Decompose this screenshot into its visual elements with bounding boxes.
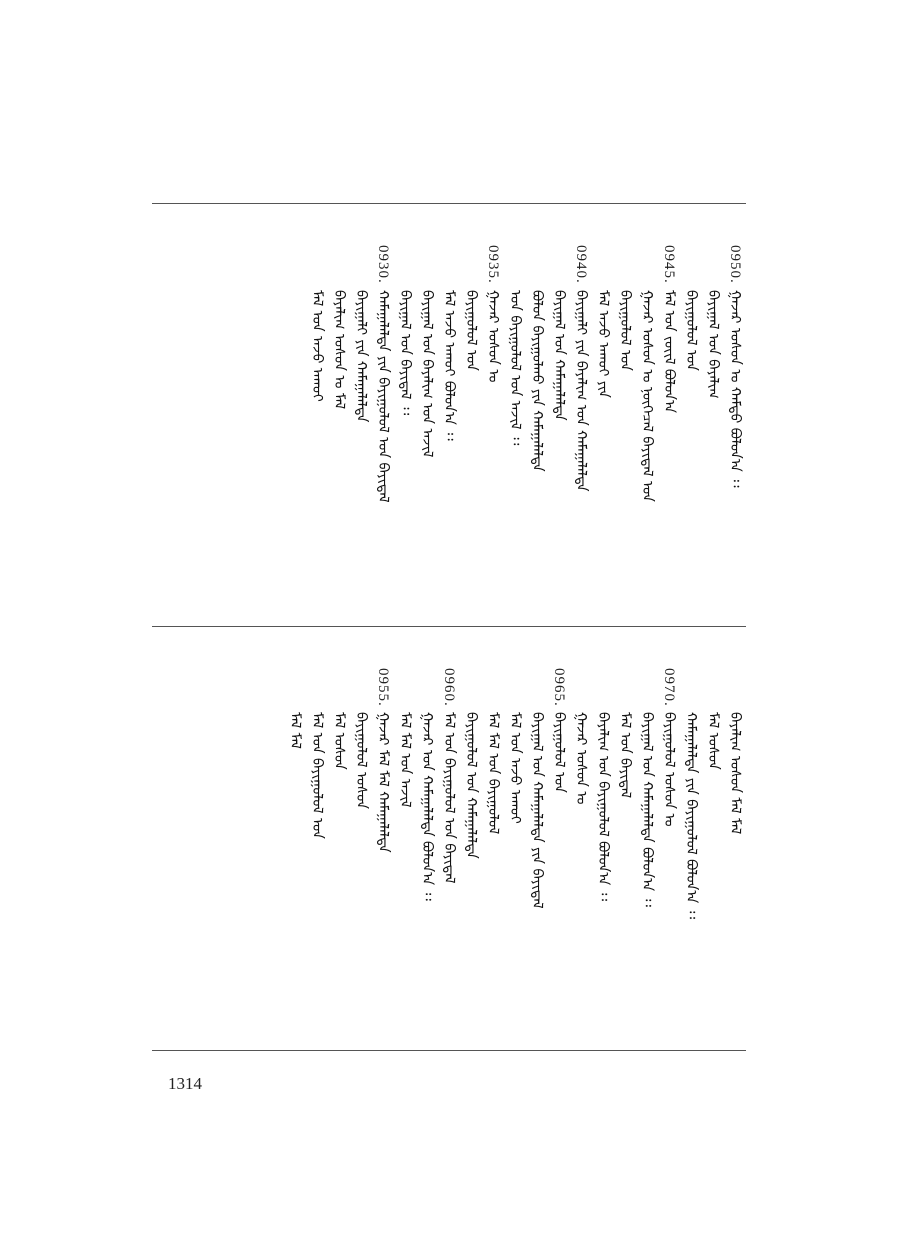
script-line: ᠮᠠᠯ ᠤᠨ ᠪᠠᠶᠢᠳᠠᠯ [617,712,633,799]
script-line: ᠭᠠᠵᠠᠷ ᠮᠠᠯ ᠮᠠᠯ ᠬᠠᠮᠠᠭᠠᠯᠠᠯᠲᠠ [375,712,391,853]
script-line: ᠪᠠᠶᠢᠭᠤᠯᠤᠯ ᠤᠰᠤᠨ ᠤ [661,712,677,827]
script-line: ᠮᠠᠯ ᠤᠨ ᠪᠠᠶᠢᠭᠤᠯᠤᠯ ᠤᠨ ᠪᠠᠶᠢᠳᠠᠯ [441,712,457,884]
script-line: ᠪᠠᠶᠢᠭᠠᠯᠢ ᠶᠢᠨ ᠪᠠᠶᠠᠯᠢᠭ ᠤᠨ ᠬᠠᠮᠠᠭᠠᠯᠠᠯᠲᠠ [573,290,589,492]
script-line: ᠮᠠᠯ ᠮᠠᠯ ᠤᠨ ᠪᠠᠶᠢᠭᠤᠯᠤᠯ [485,712,501,835]
script-line: ᠭᠠᠵᠠᠷ ᠤᠰᠤᠨ ᠤ ᠬᠠᠮᠲᠤ ᠪᠣᠯᠤᠨ᠎ᠠ ᠄᠄ [727,290,743,488]
script-line: ᠮᠠᠯ ᠤᠨ ᠵᠦᠢᠯ ᠪᠣᠯᠤᠨ᠎ᠠ [661,290,677,413]
script-line: ᠪᠠᠶᠢᠭᠠᠯ ᠤᠨ ᠪᠠᠶᠠᠯᠢᠭ [705,290,721,399]
script-line: ᠮᠠᠯ ᠤᠰᠤᠨ [331,712,347,770]
script-line: ᠪᠠᠶᠢᠭᠠᠯ ᠤᠨ ᠪᠠᠶᠢᠳᠠᠯ ᠄᠄ [397,290,413,416]
script-line: ᠭᠠᠵᠠᠷ ᠤᠨ ᠬᠠᠮᠠᠭᠠᠯᠠᠯᠲᠠ ᠪᠣᠯᠤᠨ᠎ᠠ ᠄᠄ [419,712,435,901]
entry-number: 0965. [551,668,567,707]
script-line: ᠪᠠᠶᠢᠭᠤᠯᠤᠯ ᠤᠨ [617,290,633,371]
script-line: ᠮᠠᠯ ᠤᠨ ᠠᠵᠤ ᠠᠬᠤᠢ [309,290,325,402]
script-line: ᠮᠠᠯ ᠮᠠᠯ ᠤᠨ ᠠᠵᠢᠯ [397,712,413,808]
middle-rule [152,626,746,627]
script-line: ᠪᠠᠶᠢᠭᠤᠯᠤᠯ ᠤᠰᠤᠨ [353,712,369,810]
script-line: ᠮᠠᠯ ᠤᠰᠤᠨ [705,712,721,770]
script-line: ᠮᠠᠯ ᠤᠨ ᠠᠵᠤ ᠠᠬᠤᠢ [507,712,523,824]
script-line: ᠭᠠᠵᠠᠷ ᠤᠰᠤᠨ ᠤ [485,290,501,383]
top-rule [152,203,746,204]
script-line: ᠬᠠᠮᠠᠭᠠᠯᠠᠯᠲᠠ ᠶᠢᠨ ᠪᠠᠶᠢᠭᠤᠯᠤᠯ ᠤᠨ ᠪᠠᠶᠢᠳᠠᠯ [375,290,391,503]
script-line: ᠪᠠᠶᠢᠭᠠᠯ ᠤᠨ ᠬᠠᠮᠠᠭᠠᠯᠠᠯᠲᠠ ᠪᠣᠯᠤᠨ᠎ᠠ ᠄᠄ [639,712,655,907]
entry-number: 0940. [573,245,589,284]
entry-number: 0955. [375,668,391,707]
script-line: ᠮᠠᠯ ᠮᠠᠯ [287,712,303,749]
script-line: ᠪᠠᠶᠢᠭᠠᠯ ᠤᠨ ᠬᠠᠮᠠᠭᠠᠯᠠᠯᠲᠠ [551,290,567,421]
script-line: ᠪᠠᠶᠢᠭᠤᠯᠤᠯ ᠤᠨ ᠬᠠᠮᠠᠭᠠᠯᠠᠯᠲᠠ [463,712,479,859]
entry-number: 0970. [661,668,677,707]
script-line: ᠪᠠᠶᠢᠭᠠᠯ ᠤᠨ ᠪᠠᠶᠠᠯᠢᠭ ᠤᠨ ᠠᠵᠢᠯ [419,290,435,458]
entry-number: 0930. [375,245,391,284]
script-line: ᠭᠠᠵᠠᠷ ᠤᠰᠤᠨ ᠤ ᠨᠥᠬᠡᠴᠡᠯ ᠪᠠᠶᠢᠳᠠᠯ ᠤᠨ [639,290,655,502]
script-line: ᠪᠠᠶᠠᠯᠢᠭ ᠤᠰᠤᠨ ᠮᠠᠯ ᠮᠠᠯ [727,712,743,835]
script-line: ᠪᠠᠶᠢᠭᠤᠯᠤᠯ ᠤᠨ [683,290,699,371]
script-line: ᠮᠠᠯ ᠤᠨ ᠪᠠᠶᠢᠭᠤᠯᠤᠯ ᠤᠨ [309,712,325,839]
script-line: ᠪᠣᠯᠣᠨ ᠪᠠᠶᠢᠭᠤᠯᠬᠤ ᠶᠢᠨ ᠬᠠᠮᠠᠭᠠᠯᠠᠯᠲᠠ [529,290,545,472]
entry-number: 0935. [485,245,501,284]
script-line: ᠬᠠᠮᠠᠭᠠᠯᠠᠯᠲᠠ ᠶᠢᠨ ᠪᠠᠶᠢᠭᠤᠯᠤᠯ ᠪᠣᠯᠤᠨ᠎ᠠ ᠄᠄ [683,712,699,919]
script-line: ᠪᠠᠶᠠᠯᠢᠭ ᠤᠨ ᠪᠠᠶᠢᠭᠤᠯᠤᠯ ᠪᠣᠯᠤᠨ᠎ᠠ ᠄᠄ [595,712,611,901]
script-line: ᠪᠠᠶᠢᠭᠠᠯᠢ ᠶᠢᠨ ᠬᠠᠮᠠᠭᠠᠯᠠᠯᠲᠠ [353,290,369,423]
page-number: 1314 [168,1074,202,1093]
entry-number: 0950. [727,245,743,284]
entry-number: 0945. [661,245,677,284]
script-line: ᠮᠠᠯ ᠠᠵᠤ ᠠᠬᠤᠢ ᠪᠣᠯᠤᠨ᠎ᠠ ᠄᠄ [441,290,457,441]
bottom-rule [152,1050,746,1051]
entry-number: 0960. [441,668,457,707]
script-line: ᠤᠨ ᠪᠠᠶᠢᠭᠤᠯᠤᠯ ᠤᠨ ᠠᠵᠢᠯ ᠄᠄ [507,290,523,446]
script-line: ᠪᠠᠶᠢᠭᠤᠯᠤᠯ ᠤᠨ [551,712,567,793]
script-line: ᠪᠠᠶᠢᠭᠠᠯ ᠤᠨ ᠬᠠᠮᠠᠭᠠᠯᠠᠯᠲᠠ ᠶᠢᠨ ᠪᠠᠶᠢᠳᠠᠯ [529,712,545,909]
script-line: ᠭᠠᠵᠠᠷ ᠤᠰᠤᠨ ᠤ [573,712,589,805]
script-line: ᠪᠠᠶᠢᠭᠤᠯᠤᠯ ᠤᠨ [463,290,479,371]
script-line: ᠪᠠᠶᠠᠯᠢᠭ ᠤᠰᠤᠨ ᠤ ᠮᠠᠯ [331,290,347,410]
script-line: ᠮᠠᠯ ᠠᠵᠤ ᠠᠬᠤᠢ ᠶᠢᠨ [595,290,611,398]
